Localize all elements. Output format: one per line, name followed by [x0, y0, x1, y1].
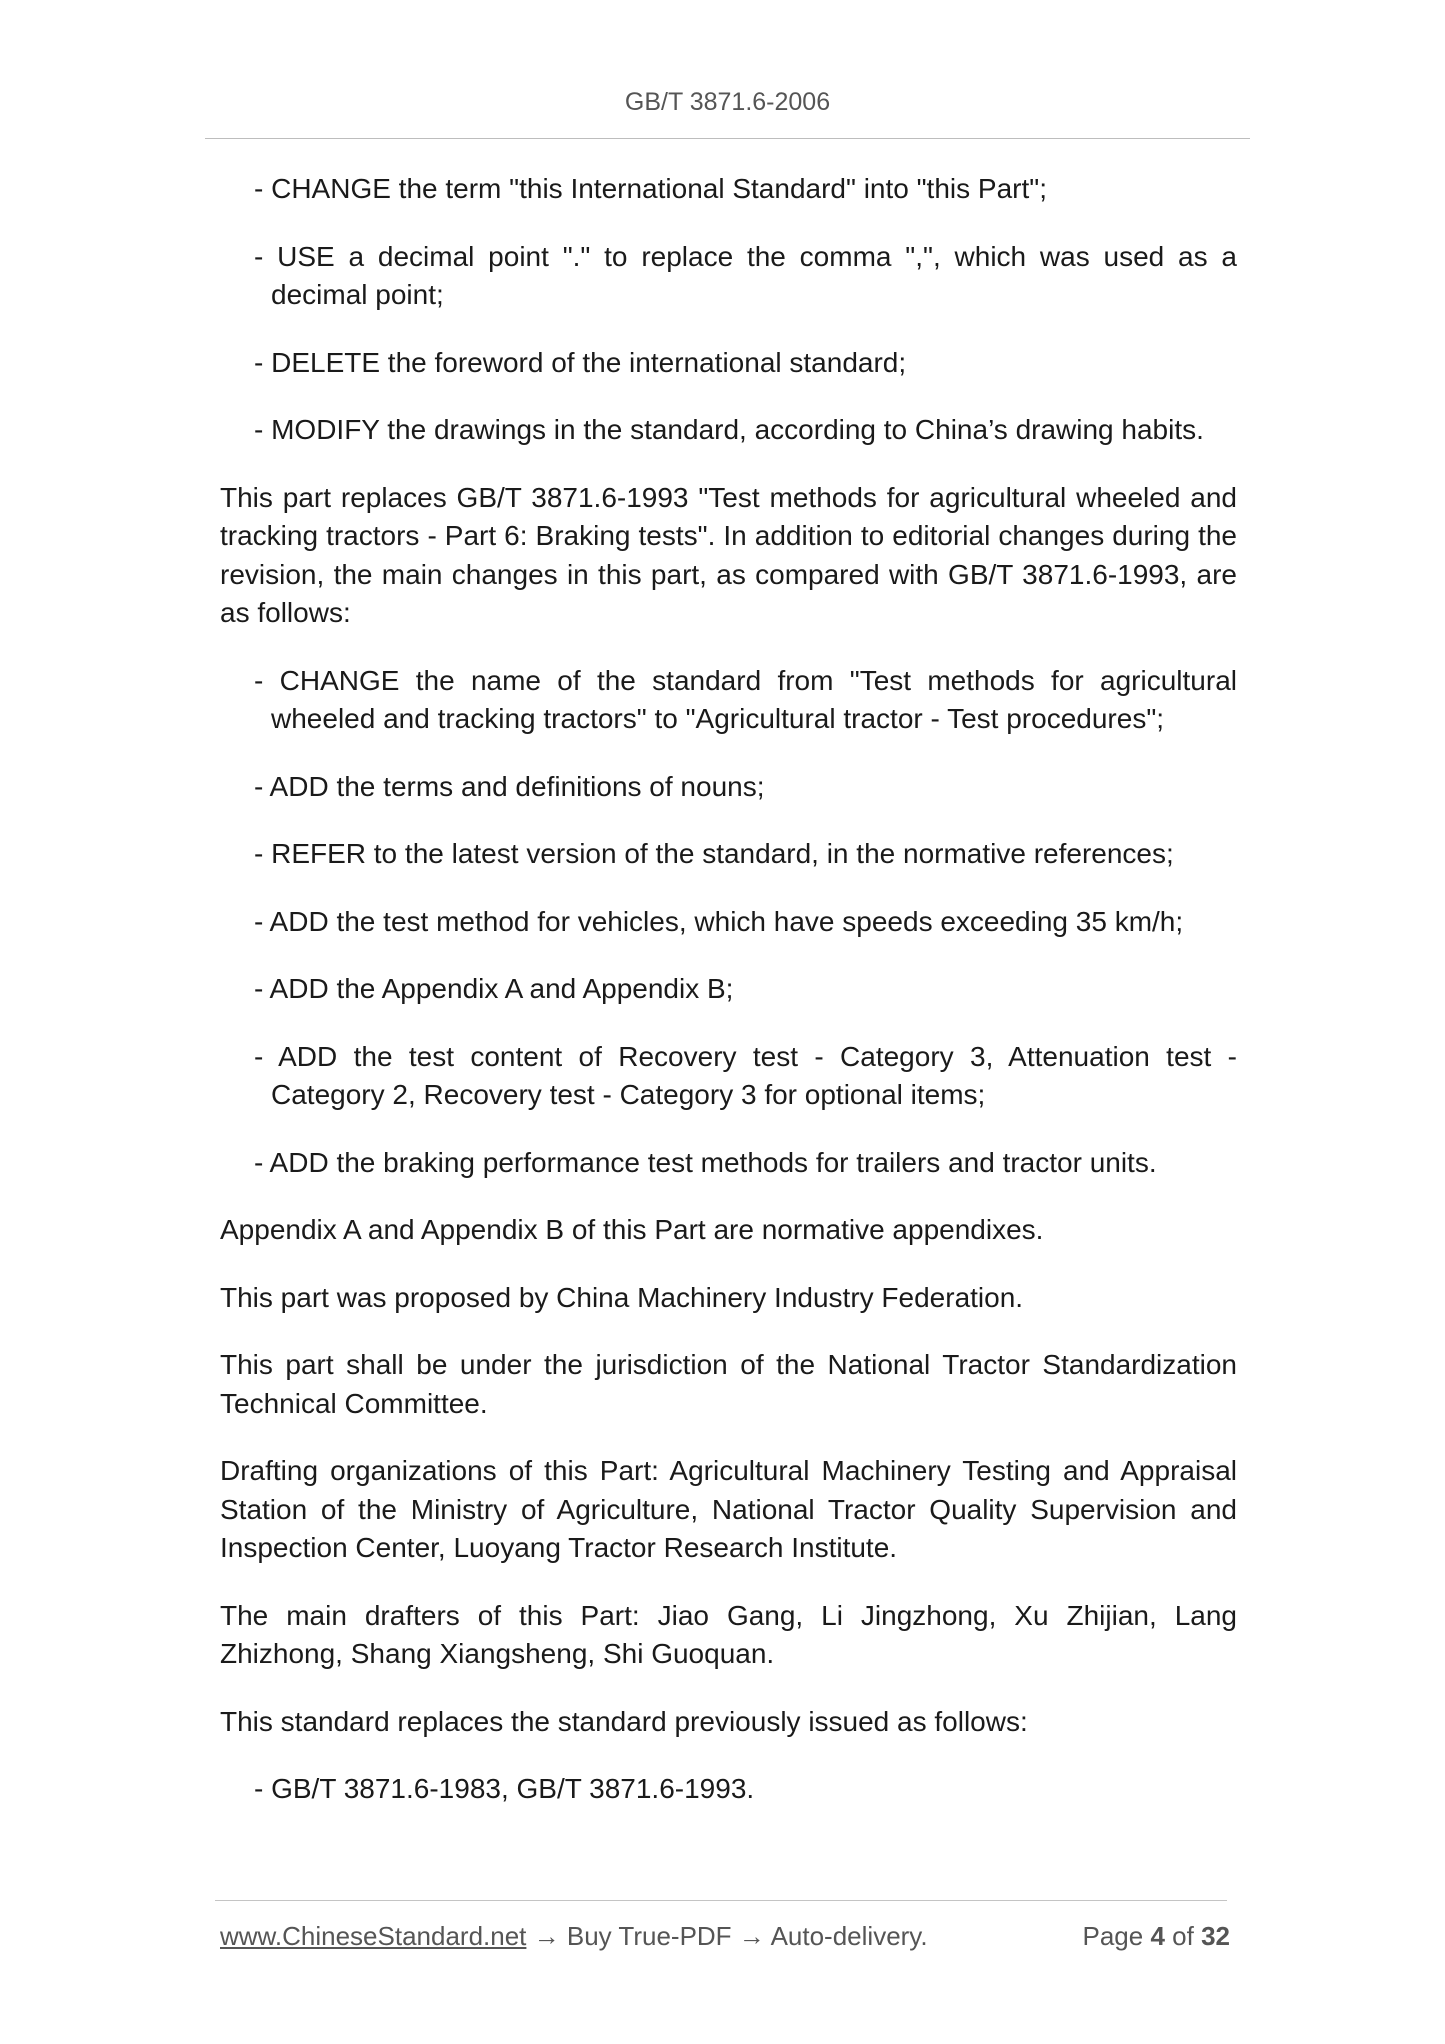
list-item: - REFER to the latest version of the standard, in the normative references;: [254, 838, 1174, 869]
website-link[interactable]: www.ChineseStandard.net: [220, 1921, 527, 1951]
paragraph: This standard replaces the standard previously issued as follows:: [220, 1705, 1028, 1737]
list-item: - ADD the test content of Recovery test - Category 3, Attenuation test - Category 2, Recovery test - Category 3 for optional items;: [254, 1040, 1237, 1110]
paragraph: The main drafters of this Part: Jiao Gang, Li Jingzhong, Xu Zhijian, Lang Zhizhong, Shang Xiangsheng, Shi Guoquan.: [220, 1599, 1237, 1669]
list-item: - ADD the terms and definitions of nouns;: [254, 770, 765, 802]
document-body: [220, 170, 1237, 1838]
list-item: - MODIFY the drawings in the standard, according to China’s drawing habits.: [254, 414, 1204, 445]
list-item: - ADD the Appendix A and Appendix B;: [254, 973, 734, 1004]
list-item: - ADD the test method for vehicles, which have speeds exceeding 35 km/h;: [254, 905, 1184, 937]
header-divider: [205, 138, 1250, 139]
document-code: GB/T 3871.6-2006: [624, 88, 831, 116]
page-total: 32: [1201, 1921, 1230, 1951]
paragraph: This part shall be under the jurisdiction of the National Tractor Standardization Technical Committee.: [220, 1349, 1237, 1419]
page-header: [205, 88, 1250, 117]
paragraph: Appendix A and Appendix B of this Part are normative appendixes.: [220, 1214, 1044, 1245]
list-item: - USE a decimal point "." to replace the comma ",", which was used as a decimal point;: [254, 240, 1237, 310]
list-item: - GB/T 3871.6-1983, GB/T 3871.6-1993.: [254, 1773, 755, 1804]
footer-tagline: → Buy True-PDF → Auto-delivery.: [526, 1921, 928, 1951]
paragraph: This part was proposed by China Machinery Industry Federation.: [220, 1281, 1024, 1313]
footer-promo: [220, 1921, 928, 1952]
of-label: of: [1172, 1921, 1194, 1951]
list-item: - CHANGE the name of the standard from "Test methods for agricultural wheeled and tracking tractors" to "Agricultural tractor - Test procedures";: [254, 664, 1237, 734]
paragraph: Drafting organizations of this Part: Agricultural Machinery Testing and Appraisal Station of the Ministry of Agriculture, National Tractor Quality Supervision and Inspection Center, Luoyang Tractor Research Institute.: [220, 1455, 1237, 1563]
list-item: - ADD the braking performance test methods for trailers and tractor units.: [254, 1146, 1157, 1178]
page-number: 4: [1150, 1921, 1165, 1951]
list-item: - CHANGE the term "this International Standard" into "this Part";: [254, 173, 1047, 204]
paragraph: This part replaces GB/T 3871.6-1993 "Test methods for agricultural wheeled and tracking tractors - Part 6: Braking tests". In addition to editorial changes during the revision, the main changes in this part, as compared with GB/T 3871.6-1993, are as follows:: [220, 481, 1237, 628]
page-indicator: [1082, 1921, 1230, 1952]
page-label: Page: [1082, 1921, 1144, 1951]
footer-divider: [215, 1900, 1227, 1901]
list-item: - DELETE the foreword of the international standard;: [254, 346, 907, 378]
